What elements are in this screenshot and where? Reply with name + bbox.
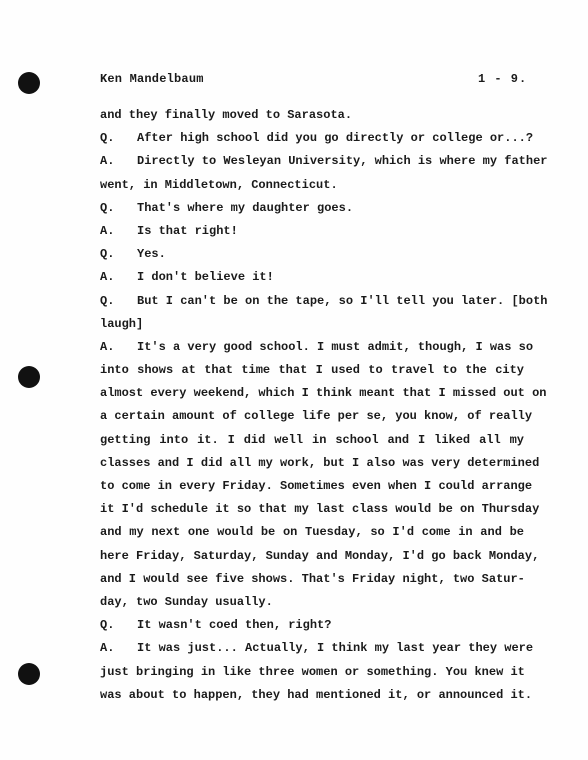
line-text: Directly to Wesleyan University, which is where my father [137, 154, 548, 169]
speaker-label: Q. [100, 131, 115, 146]
transcript-line [100, 174, 524, 197]
speaker-label: A. [100, 223, 115, 238]
page-number: 1 - 9. [478, 72, 528, 86]
line-text: laugh] [100, 316, 144, 331]
line-text: here Friday, Saturday, Sunday and Monday, I'd go back Monday, [100, 548, 540, 563]
line-text: But I can't be on the tape, so I'll tell you later. [both [137, 293, 548, 308]
punch-hole-bottom [18, 663, 40, 685]
transcript-line [100, 614, 524, 637]
transcript-line [100, 266, 524, 289]
line-text: Yes. [137, 247, 166, 262]
transcript-line [100, 591, 524, 614]
line-text: and I would see five shows. That's Friday night, two Satur- [100, 571, 525, 586]
line-text: After high school did you go directly or college or...? [137, 131, 534, 146]
punch-hole-top [18, 72, 40, 94]
transcript-line [100, 452, 540, 475]
transcript-line [100, 475, 533, 498]
transcript-line [100, 150, 548, 173]
transcript-line [100, 545, 540, 568]
line-text: it I'd schedule it so that my last class would be on Thursday [100, 502, 540, 517]
line-text: and my next one would be on Tuesday, so I'd come in and be [100, 525, 524, 540]
transcript-body [100, 104, 548, 707]
transcript-line [100, 127, 534, 150]
speaker-label: A. [100, 270, 115, 285]
speaker-label: Q. [100, 618, 115, 633]
transcript-line [100, 220, 524, 243]
transcript-line [100, 336, 534, 359]
transcript-line [100, 290, 548, 313]
line-text: just bringing in like three women or something. You knew it [100, 664, 525, 679]
transcript-line [100, 359, 524, 382]
line-text: It wasn't coed then, right? [137, 618, 332, 633]
line-text: I don't believe it! [137, 270, 274, 285]
transcript-line [100, 382, 547, 405]
line-text: That's where my daughter goes. [137, 200, 354, 215]
transcript-line [100, 661, 524, 684]
line-text: getting into it. I did well in school and I liked all my [100, 432, 524, 447]
punch-hole-middle [18, 366, 40, 388]
line-text: went, in Middletown, Connecticut. [100, 177, 338, 192]
interviewee-name: Ken Mandelbaum [100, 72, 204, 86]
speaker-label: A. [100, 641, 115, 656]
line-text: a certain amount of college life per se, you know, of really [100, 409, 533, 424]
transcript-line [100, 429, 524, 452]
line-text: day, two Sunday usually. [100, 594, 273, 609]
transcript-line [100, 197, 524, 220]
line-text: into shows at that time that I used to travel to the city [100, 363, 524, 378]
transcript-line [100, 313, 524, 336]
line-text: It's a very good school. I must admit, though, I was so [137, 339, 534, 354]
speaker-label: A. [100, 339, 115, 354]
transcript-line [100, 243, 524, 266]
speaker-label: Q. [100, 247, 115, 262]
transcript-line [100, 104, 524, 127]
transcript-line [100, 568, 524, 591]
line-text: Is that right! [137, 223, 238, 238]
transcript-line [100, 684, 533, 707]
speaker-label: A. [100, 154, 115, 169]
line-text: was about to happen, they had mentioned it, or announced it. [100, 687, 533, 702]
line-text: almost every weekend, which I think meant that I missed out on [100, 386, 547, 401]
line-text: It was just... Actually, I think my last year they were [137, 641, 534, 656]
speaker-label: Q. [100, 293, 115, 308]
line-text: to come in every Friday. Sometimes even when I could arrange [100, 479, 533, 493]
transcript-line [100, 521, 524, 544]
transcript-line [100, 637, 534, 660]
line-text: and they finally moved to Sarasota. [100, 108, 353, 122]
speaker-label: Q. [100, 200, 115, 215]
transcript-line [100, 498, 540, 521]
line-text: classes and I did all my work, but I also was very determined [100, 455, 540, 470]
transcript-line [100, 405, 533, 428]
